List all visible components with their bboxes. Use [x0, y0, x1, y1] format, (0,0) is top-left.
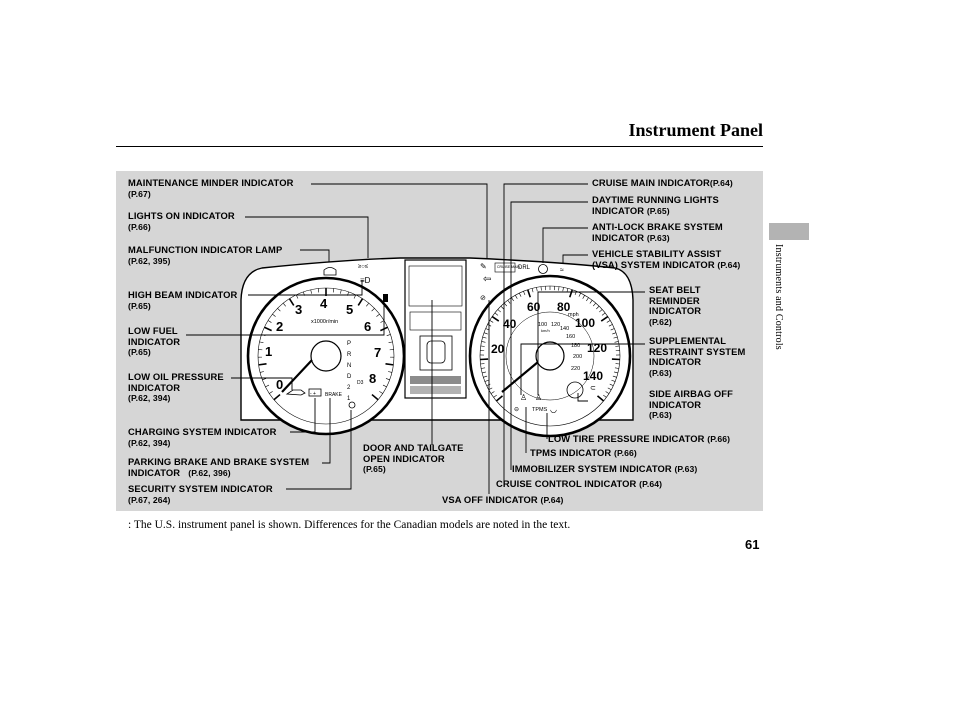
callout-srs: SUPPLEMENTAL RESTRAINT SYSTEM INDICATOR (P.63): [649, 335, 746, 378]
kmh-number-140: 140: [560, 326, 570, 332]
callout-vsa-off: VSA OFF INDICATOR (P.64): [442, 494, 564, 505]
kmh-unit: km/h: [541, 328, 550, 333]
callout-drl: DAYTIME RUNNING LIGHTS INDICATOR (P.65): [592, 194, 719, 216]
callout-lights-on: LIGHTS ON INDICATOR (P.66): [128, 210, 235, 232]
kmh-number-220: 220: [571, 366, 581, 372]
multi-info-display: [405, 260, 466, 398]
kmh-number-200: 200: [573, 354, 583, 360]
page-title: Instrument Panel: [628, 120, 763, 140]
callout-low-tire-pressure: LOW TIRE PRESSURE INDICATOR (P.66): [548, 433, 731, 444]
tach-number-7: 7: [374, 345, 382, 360]
tach-number-1: 1: [265, 344, 273, 359]
tachometer-gauge: [248, 278, 404, 434]
callout-immobilizer: IMMOBILIZER SYSTEM INDICATOR (P.63): [512, 463, 698, 474]
svg-text:2: 2: [347, 385, 351, 391]
tpms-label: TPMS: [532, 407, 548, 413]
callout-seat-belt: SEAT BELT REMINDER INDICATOR (P.62): [649, 284, 702, 327]
brake-label: BRAKE: [325, 392, 342, 398]
kmh-number-180: 180: [571, 343, 581, 349]
kmh-number-100: 100: [538, 322, 548, 328]
callout-parking-brake: PARKING BRAKE AND BRAKE SYSTEM INDICATOR (P.62, 396): [128, 456, 310, 478]
dial-tick: [385, 364, 393, 365]
section-label: Instruments and Controls: [773, 244, 784, 350]
callout-vsa-system: VEHICLE STABILITY ASSIST (VSA) SYSTEM INDICATOR (P.64): [592, 248, 741, 270]
tach-number-4: 4: [320, 296, 328, 311]
svg-text:≡D: ≡D: [360, 276, 371, 285]
svg-text:1: 1: [347, 396, 351, 402]
callout-security-system: SECURITY SYSTEM INDICATOR (P.67, 264): [128, 483, 273, 505]
callout-malfunction-lamp: MALFUNCTION INDICATOR LAMP (P.62, 395): [128, 244, 283, 266]
low-tire-icon: ◡: [550, 405, 557, 414]
speed-number-20: 20: [491, 342, 505, 356]
drl-label: DRL: [518, 265, 531, 271]
wrench-icon: ✎: [480, 262, 487, 271]
speed-unit: mph: [568, 312, 579, 318]
srs-icon: ♙: [520, 393, 528, 402]
callout-maintenance-minder: MAINTENANCE MINDER INDICATOR (P.67): [128, 177, 294, 199]
svg-text:≥○≤: ≥○≤: [358, 264, 369, 270]
tach-unit: x1000r/min: [311, 319, 339, 325]
speed-number-60: 60: [527, 300, 541, 314]
dial-tick: [259, 364, 267, 365]
svg-text:P: P: [347, 341, 352, 347]
svg-text:N: N: [347, 363, 352, 369]
cruise-main-label: CRUISE MAIN: [497, 265, 520, 269]
tach-number-8: 8: [369, 371, 377, 386]
lights-on-icon: [358, 264, 369, 270]
speed-number-140: 140: [583, 369, 604, 383]
cruise-control-icon: ⊖: [514, 407, 520, 413]
callout-low-oil-pressure: LOW OIL PRESSURE INDICATOR (P.62, 394): [128, 371, 224, 403]
tach-number-3: 3: [295, 302, 303, 317]
callout-low-fuel: LOW FUEL INDICATOR (P.65): [128, 325, 181, 357]
vsa-off-icon: ⊘: [480, 295, 486, 302]
kmh-number-160: 160: [566, 334, 576, 340]
speed-number-80: 80: [557, 300, 571, 314]
immobilizer-icon: ⊂: [590, 385, 596, 392]
tach-number-2: 2: [276, 319, 284, 334]
svg-text:D: D: [347, 374, 352, 380]
speed-number-120: 120: [587, 341, 608, 355]
tach-number-0: 0: [276, 377, 284, 392]
callout-side-airbag-off: SIDE AIRBAG OFF INDICATOR (P.63): [649, 388, 733, 420]
lights-arrow-icon: ⇦: [483, 274, 492, 285]
seat-belt-icon: ♙: [535, 393, 543, 402]
svg-text:R: R: [347, 352, 352, 358]
callout-cruise-main: CRUISE MAIN INDICATOR(P.64): [592, 177, 733, 188]
tach-number-5: 5: [346, 302, 354, 317]
svg-text:D3: D3: [357, 380, 364, 386]
speed-number-40: 40: [503, 317, 517, 331]
callout-high-beam: HIGH BEAM INDICATOR (P.65): [128, 289, 238, 311]
page-number: 61: [745, 537, 760, 552]
callout-door-tailgate: DOOR AND TAILGATE OPEN INDICATOR (P.65): [363, 442, 464, 474]
svg-text:- +: - +: [310, 391, 316, 397]
tach-number-6: 6: [364, 319, 372, 334]
callout-charging-system: CHARGING SYSTEM INDICATOR (P.62, 394): [128, 426, 277, 448]
footnote-note: : The U.S. instrument panel is shown. Differences for the Canadian models are noted in the text.: [128, 519, 571, 531]
kmh-number-120: 120: [551, 322, 561, 328]
callout-cruise-control: CRUISE CONTROL INDICATOR (P.64): [496, 478, 663, 489]
vsa-icon: ≈: [560, 267, 564, 274]
speed-number-100: 100: [575, 316, 596, 330]
callout-tpms: TPMS INDICATOR (P.66): [530, 447, 637, 458]
callout-abs: ANTI-LOCK BRAKE SYSTEM INDICATOR (P.63): [592, 221, 723, 243]
